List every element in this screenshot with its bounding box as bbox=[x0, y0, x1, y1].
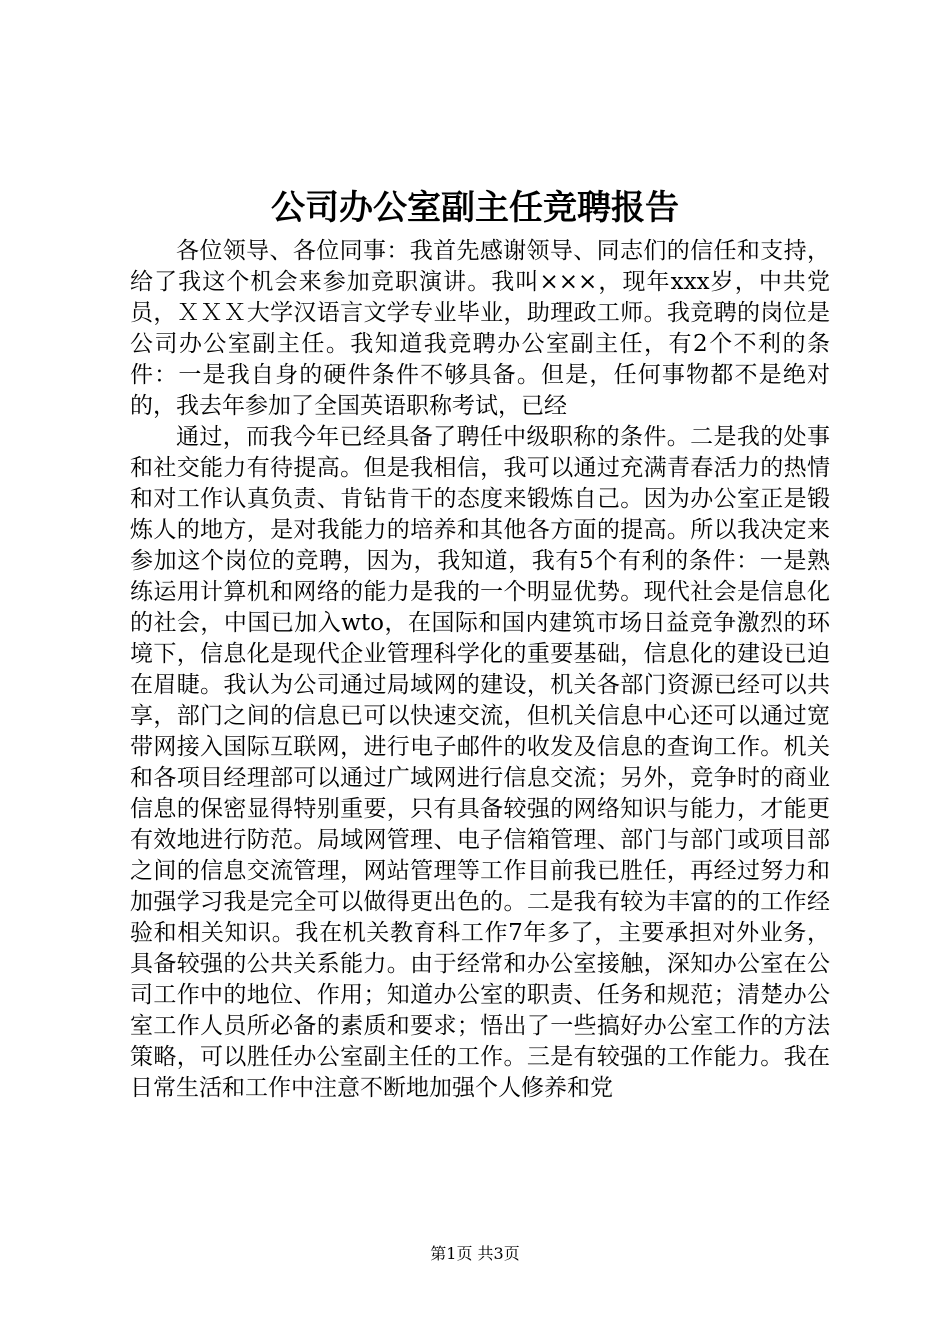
body-paragraph-1: 各位领导、各位同事：我首先感谢领导、同志们的信任和支持，给了我这个机会来参加竞职演讲。我叫×××，现年xxx岁，中共党员，ＸＸＸ大学汉语言文学专业毕业，助理政工师。我竞聘的岗位是公司办公室副主任。我知道我竞聘办公室副主任，有2个不利的条件：一是我自身的硬件条件不够具备。但是，任何事物都不是绝对的，我去年参加了全国英语职称考试，已经 bbox=[130, 238, 830, 419]
document-title: 公司办公室副主任竞聘报告 bbox=[271, 188, 679, 228]
page-number-footer: 第1页 共3页 bbox=[430, 1244, 520, 1263]
document-body bbox=[130, 236, 830, 1104]
body-paragraph-2: 通过，而我今年已经具备了聘任中级职称的条件。二是我的处事和社交能力有待提高。但是我相信，我可以通过充满青春活力的热情和对工作认真负责、肯钻肯干的态度来锻炼自己。因为办公室正是锻炼人的地方，是对我能力的培养和其他各方面的提高。所以我决定来参加这个岗位的竞聘，因为，我知道，我有5个有利的条件：一是熟练运用计算机和网络的能力是我的一个明显优势。现代社会是信息化的社会，中国已加入wto，在国际和国内建筑市场日益竞争激烈的环境下，信息化是现代企业管理科学化的重要基础，信息化的建设已迫在眉睫。我认为公司通过局域网的建设，机关各部门资源已经可以共享，部门之间的信息已可以快速交流，但机关信息中心还可以通过宽带网接入国际互联网，进行电子邮件的收发及信息的查询工作。机关和各项目经理部可以通过广域网进行信息交流；另外，竞争时的商业信息的保密显得特别重要，只有具备较强的网络知识与能力，才能更有效地进行防范。局域网管理、电子信箱管理、部门与部门或项目部之间的信息交流管理，网站管理等工作目前我已胜任，再经过努力和加强学习我是完全可以做得更出色的。二是我有较为丰富的的工作经验和相关知识。我在机关教育科工作7年多了，主要承担对外业务，具备较强的公共关系能力。由于经常和办公室接触，深知办公室在公司工作中的地位、作用；知道办公室的职责、任务和规范；清楚办公室工作人员所必备的素质和要求；悟出了一些搞好办公室工作的方法策略，可以胜任办公室副主任的工作。三是有较强的工作能力。我在日常生活和工作中注意不断地加强个人修养和党 bbox=[130, 424, 830, 1101]
